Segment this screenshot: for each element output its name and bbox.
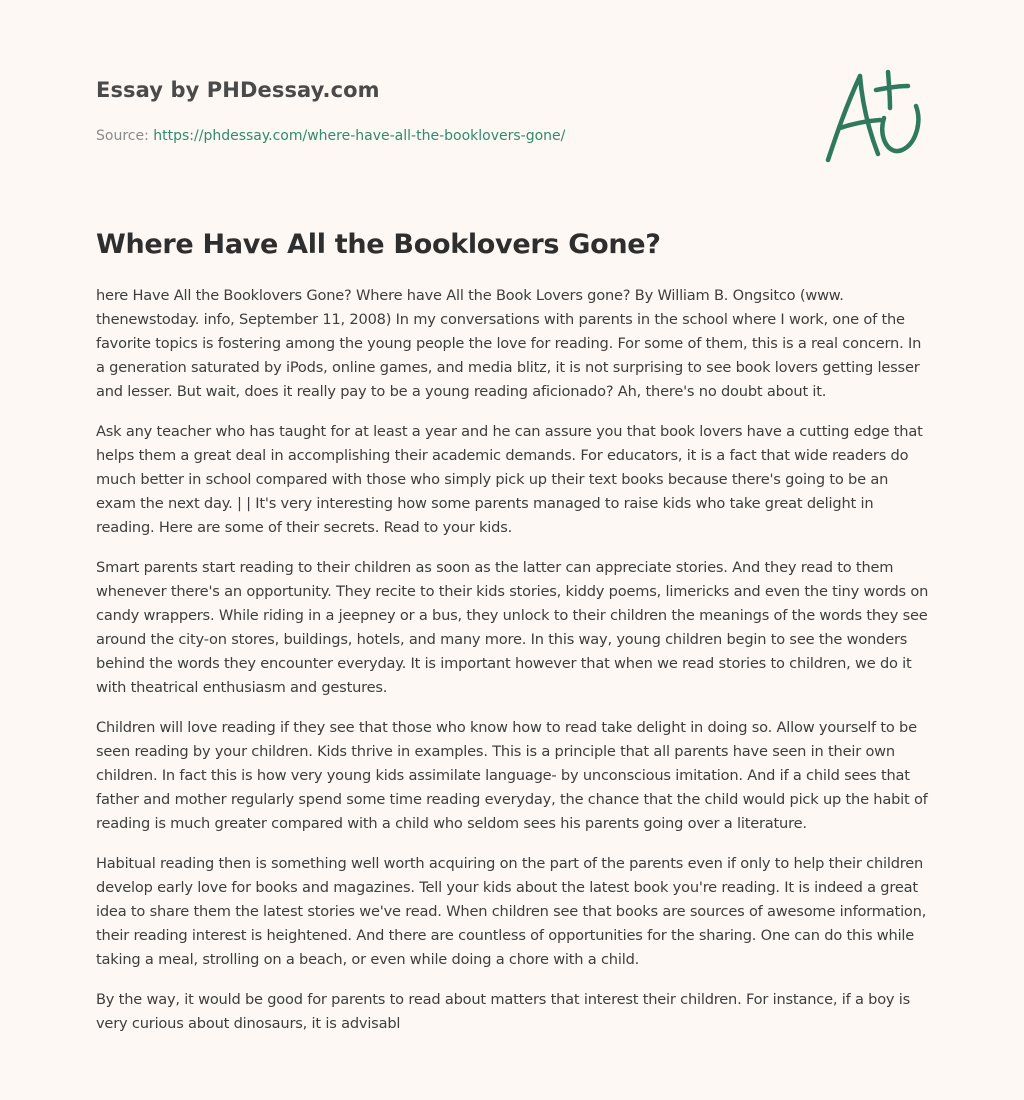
essay-paragraph: By the way, it would be good for parents to read about matters that interest their children. For instance, if a boy is very curious about dinosaurs, it is advisabl (96, 991, 911, 1032)
source-line (96, 126, 796, 146)
essay-body (96, 284, 932, 1052)
essay-paragraph: Smart parents start reading to their children as soon as the latter can appreciate stories. And they read to them whenever there's an opportunity. They recite to their kids stories, kiddy poems, limericks and even the tiny words on candy wrappers. While riding in a jeepney or a bus, they unlock to their children the meanings of the words they see around the city-on stores, buildings, hotels, and many more. In this way, young children begin to see the wonders behind the words they encounter everyday. It is important however that when we read stories to children, we do it with theatrical enthusiasm and gestures. (96, 559, 929, 696)
essay-paragraph: Ask any teacher who has taught for at least a year and he can assure you that book lovers have a cutting edge that helps them a great deal in accomplishing their academic demands. For educators, it is a fact that wide readers do much better in school compared with those who simply pick up their text books because there's going to be an exam the next day. | | It's very interesting how some parents managed to raise kids who take great delight in reading. Here are some of their secrets. Read to your kids. (96, 423, 923, 536)
source-label: Source: (96, 128, 149, 144)
essay-paragraph: Habitual reading then is something well worth acquiring on the part of the parents even if only to help their children develop early love for books and magazines. Tell your kids about the latest book you're reading. It is indeed a great idea to share them the latest stories we've read. When children see that books are sources of awesome information, their reading interest is heightened. And there are countless of opportunities for the sharing. One can do this while taking a meal, strolling on a beach, or even while doing a chore with a child. (96, 855, 927, 968)
essay-paragraph: Children will love reading if they see that those who know how to read take delight in doing so. Allow yourself to be seen reading by your children. Kids thrive in examples. This is a principle that all parents have seen in their own children. In fact this is how very young kids assimilate language- by unconscious imitation. And if a child sees that father and mother regularly spend some time reading everyday, the chance that the child would pick up the habit of reading is much greater compared with a child who seldom sees his parents going over a literature. (96, 719, 928, 832)
a-plus-logo-svg (818, 66, 928, 166)
source-link[interactable]: https://phdessay.com/where-have-all-the-booklovers-gone/ (153, 128, 566, 144)
essay-paragraph: here Have All the Booklovers Gone? Where have All the Book Lovers gone? By William B. Ongsitco (www. thenewstoday. info, September 11, 2008) In my conversations with parents in the school where I work, one of the favorite topics is fostering among the young people the love for reading. For some of them, this is a real concern. In a generation saturated by iPods, online games, and media blitz, it is not surprising to see book lovers getting lesser and lesser. But wait, does it really pay to be a young reading aficionado? Ah, there's no doubt about it. (96, 287, 922, 400)
essay-header (96, 76, 796, 146)
essay-title: Where Have All the Booklovers Gone? (96, 229, 661, 260)
a-plus-logo-icon (818, 66, 928, 166)
site-brand: Essay by PHDessay.com (96, 78, 380, 102)
